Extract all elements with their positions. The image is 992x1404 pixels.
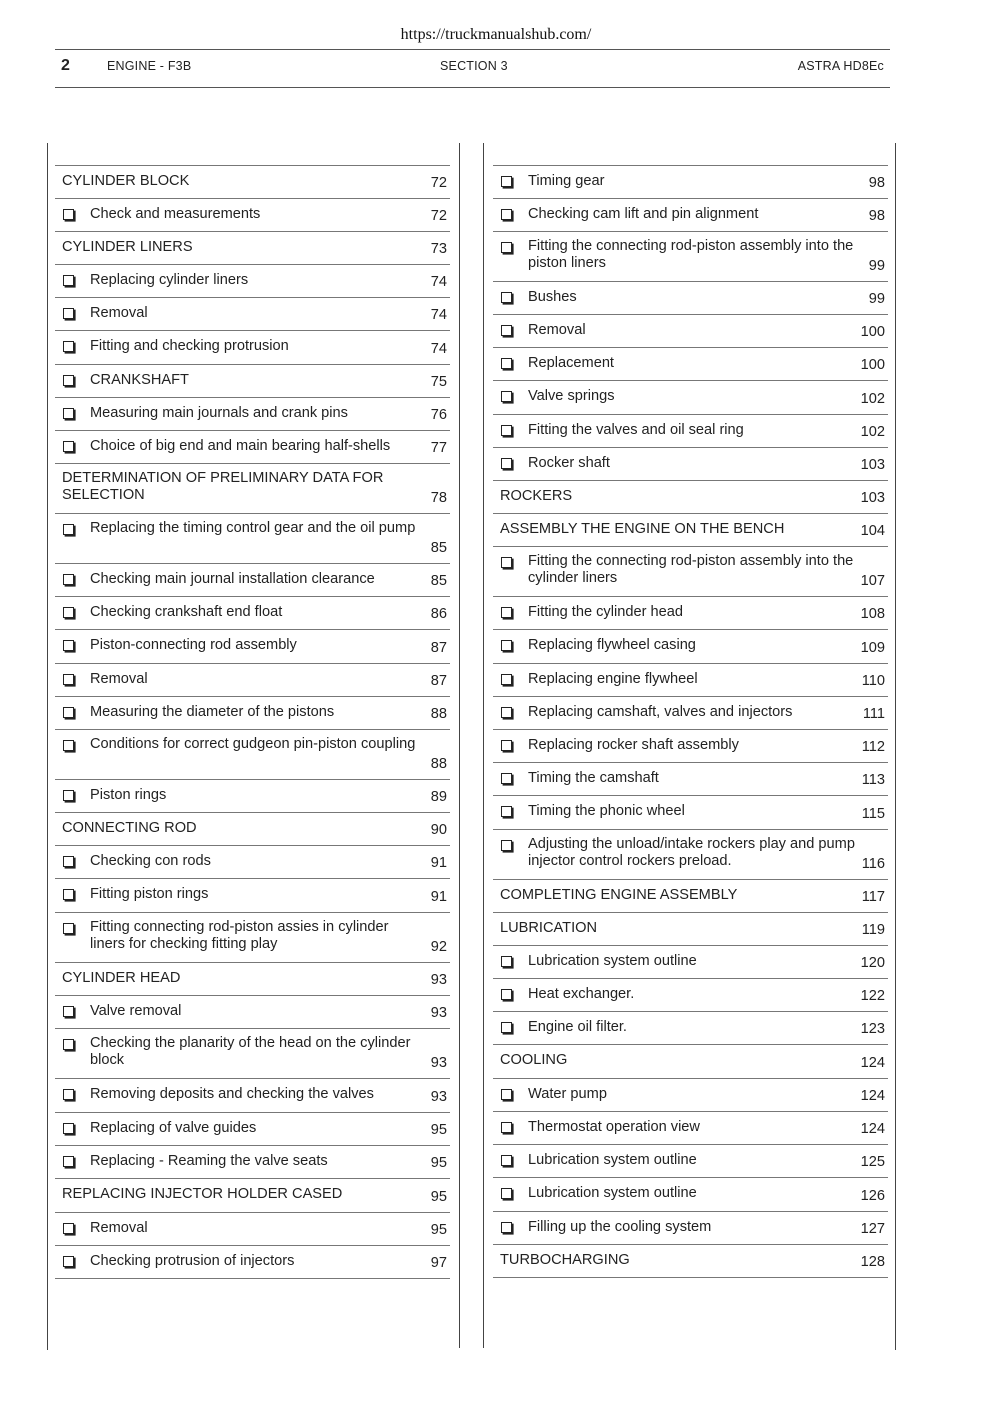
center-rule-left <box>459 143 460 1348</box>
checkbox-bullet-icon <box>501 773 512 784</box>
toc-entry[interactable] <box>55 630 450 664</box>
checkbox-bullet-icon <box>63 790 74 801</box>
toc-entry-page: 87 <box>430 672 447 689</box>
toc-entry-page: 128 <box>860 1253 885 1270</box>
toc-entry[interactable] <box>493 979 888 1012</box>
toc-entry[interactable] <box>55 913 450 963</box>
toc-entry-title: Fitting and checking protrusion <box>90 338 289 354</box>
toc-entry[interactable] <box>493 282 888 315</box>
toc-entry-page: 109 <box>860 639 885 656</box>
toc-entry-title: Removal <box>90 305 148 321</box>
toc-entry-title: Checking con rods <box>90 853 211 869</box>
toc-entry-page: 91 <box>430 888 447 905</box>
toc-entry-title: Bushes <box>528 289 577 305</box>
toc-entry-page: 99 <box>868 290 885 307</box>
toc-entry-page: 122 <box>860 987 885 1004</box>
toc-entry-title: Measuring the diameter of the pistons <box>90 704 335 720</box>
toc-entry-title: Removal <box>90 671 148 687</box>
toc-entry[interactable] <box>55 331 450 365</box>
checkbox-bullet-icon <box>501 956 512 967</box>
toc-entry-page: 72 <box>430 174 447 191</box>
header-section: SECTION 3 <box>440 59 508 73</box>
toc-entry[interactable] <box>493 481 888 514</box>
toc-entry[interactable] <box>55 1179 450 1213</box>
toc-entry[interactable] <box>55 265 450 298</box>
toc-entry-page: 93 <box>430 1054 447 1071</box>
toc-entry-page: 76 <box>430 406 447 423</box>
toc-entry[interactable] <box>55 730 450 780</box>
toc-entry-page: 95 <box>430 1188 447 1205</box>
toc-entry[interactable] <box>493 1112 888 1145</box>
toc-entry-title: Replacing the timing control gear and the oil pump <box>90 520 416 536</box>
toc-entry-page: 117 <box>861 888 885 905</box>
toc-entry-title: Timing the phonic wheel <box>528 803 685 819</box>
toc-entry-title: Replacement <box>528 355 614 371</box>
toc-entry[interactable] <box>55 398 450 431</box>
toc-entry-page: 124 <box>860 1120 885 1137</box>
checkbox-bullet-icon <box>501 425 512 436</box>
toc-entry-title: Lubrication system outline <box>528 1152 697 1168</box>
toc-entry-page: 124 <box>860 1087 885 1104</box>
toc-entry[interactable] <box>493 232 888 282</box>
toc-entry-title: Heat exchanger. <box>528 986 635 1002</box>
toc-entry-page: 74 <box>430 306 447 323</box>
toc-entry-page: 74 <box>430 340 447 357</box>
toc-entry-page: 108 <box>860 605 885 622</box>
checkbox-bullet-icon <box>63 856 74 867</box>
toc-entry-page: 91 <box>430 854 447 871</box>
checkbox-bullet-icon <box>63 524 74 535</box>
toc-entry-page: 124 <box>860 1054 885 1071</box>
toc-entry[interactable] <box>493 697 888 730</box>
toc-entry-title: Replacing of valve guides <box>90 1120 257 1136</box>
toc-entry[interactable] <box>55 963 450 996</box>
toc-entry-title: Replacing flywheel casing <box>528 637 696 653</box>
toc-entry[interactable] <box>493 597 888 630</box>
toc-entry[interactable] <box>493 1178 888 1212</box>
toc-entry-page: 126 <box>860 1187 885 1204</box>
toc-entry-title: Fitting piston rings <box>90 886 209 902</box>
toc-entry-title: Conditions for correct gudgeon pin-piston coupling <box>90 736 416 752</box>
checkbox-bullet-icon <box>501 292 512 303</box>
toc-entry[interactable] <box>493 514 888 547</box>
toc-entry-title: Checking the planarity of the head on the cylinder block <box>90 1035 411 1068</box>
toc-entry[interactable] <box>493 1079 888 1112</box>
header-top-rule <box>55 49 890 50</box>
toc-entry[interactable] <box>493 730 888 763</box>
checkbox-bullet-icon <box>501 557 512 568</box>
toc-entry[interactable] <box>55 664 450 697</box>
toc-left-column <box>55 165 450 1279</box>
toc-entry-title: Adjusting the unload/intake rockers play and pump injector control rockers preload. <box>528 836 855 869</box>
toc-entry-page: 107 <box>860 572 885 589</box>
toc-entry-page: 119 <box>861 921 885 938</box>
toc-entry-title: Rocker shaft <box>528 455 610 471</box>
toc-entry-title: Lubrication system outline <box>528 953 697 969</box>
toc-entry-page: 97 <box>430 1254 447 1271</box>
checkbox-bullet-icon <box>63 640 74 651</box>
toc-entry[interactable] <box>493 1245 888 1278</box>
toc-entry-title: Valve removal <box>90 1003 182 1019</box>
toc-entry-title: DETERMINATION OF PRELIMINARY DATA FOR SELECTION <box>62 470 384 503</box>
toc-entry-page: 95 <box>430 1154 447 1171</box>
checkbox-bullet-icon <box>63 308 74 319</box>
toc-entry-title: Piston-connecting rod assembly <box>90 637 297 653</box>
toc-entry-page: 93 <box>430 1088 447 1105</box>
toc-entry-page: 93 <box>430 971 447 988</box>
toc-entry-title: Replacing cylinder liners <box>90 272 249 288</box>
checkbox-bullet-icon <box>501 1222 512 1233</box>
toc-entry-title: CYLINDER BLOCK <box>62 173 190 189</box>
toc-entry[interactable] <box>55 232 450 265</box>
checkbox-bullet-icon <box>63 1256 74 1267</box>
checkbox-bullet-icon <box>501 209 512 220</box>
checkbox-bullet-icon <box>63 1006 74 1017</box>
checkbox-bullet-icon <box>63 1089 74 1100</box>
checkbox-bullet-icon <box>501 1155 512 1166</box>
toc-entry-page: 110 <box>861 672 885 689</box>
toc-entry[interactable] <box>493 348 888 381</box>
toc-entry[interactable] <box>55 1029 450 1079</box>
toc-entry-page: 102 <box>860 390 885 407</box>
toc-entry-page: 98 <box>868 174 885 191</box>
toc-entry[interactable] <box>55 564 450 597</box>
toc-entry-page: 127 <box>860 1220 885 1237</box>
toc-entry-page: 112 <box>861 738 885 755</box>
toc-entry-page: 95 <box>430 1221 447 1238</box>
right-margin-rule <box>895 143 896 1350</box>
checkbox-bullet-icon <box>63 375 74 386</box>
checkbox-bullet-icon <box>501 674 512 685</box>
page-header <box>55 59 890 77</box>
checkbox-bullet-icon <box>501 1022 512 1033</box>
toc-entry[interactable] <box>493 547 888 597</box>
toc-entry-title: Water pump <box>528 1086 607 1102</box>
page-number: 2 <box>61 57 71 74</box>
toc-entry-title: Fitting the valves and oil seal ring <box>528 422 744 438</box>
checkbox-bullet-icon <box>63 707 74 718</box>
toc-entry-title: Piston rings <box>90 787 167 803</box>
checkbox-bullet-icon <box>63 1223 74 1234</box>
checkbox-bullet-icon <box>63 607 74 618</box>
header-engine: ENGINE - F3B <box>107 59 192 73</box>
toc-entry-title: Checking main journal installation clearance <box>90 571 375 587</box>
toc-entry-title: Replacing - Reaming the valve seats <box>90 1153 328 1169</box>
toc-entry[interactable] <box>55 199 450 232</box>
toc-entry-title: Timing the camshaft <box>528 770 659 786</box>
toc-entry[interactable] <box>55 514 450 564</box>
toc-entry-page: 99 <box>868 257 885 274</box>
toc-entry[interactable] <box>493 796 888 830</box>
checkbox-bullet-icon <box>501 989 512 1000</box>
toc-entry-title: Timing gear <box>528 173 605 189</box>
toc-entry[interactable] <box>493 763 888 796</box>
checkbox-bullet-icon <box>63 209 74 220</box>
toc-entry[interactable] <box>493 830 888 880</box>
toc-entry[interactable] <box>55 431 450 464</box>
checkbox-bullet-icon <box>501 1188 512 1199</box>
header-model: ASTRA HD8Ec <box>797 59 884 73</box>
toc-entry[interactable] <box>493 1212 888 1245</box>
checkbox-bullet-icon <box>501 1122 512 1133</box>
checkbox-bullet-icon <box>501 707 512 718</box>
toc-entry-title: Valve springs <box>528 388 615 404</box>
toc-entry-title: CYLINDER HEAD <box>62 970 181 986</box>
toc-entry[interactable] <box>55 846 450 879</box>
toc-entry[interactable] <box>55 166 450 199</box>
toc-entry-page: 74 <box>430 273 447 290</box>
checkbox-bullet-icon <box>63 341 74 352</box>
toc-entry-title: Lubrication system outline <box>528 1185 697 1201</box>
toc-entry-page: 113 <box>861 771 885 788</box>
toc-entry-page: 88 <box>430 755 447 772</box>
toc-entry[interactable] <box>493 664 888 697</box>
checkbox-bullet-icon <box>63 923 74 934</box>
checkbox-bullet-icon <box>501 458 512 469</box>
source-url[interactable]: https://truckmanualshub.com/ <box>400 26 592 43</box>
toc-entry-page: 75 <box>430 373 447 390</box>
toc-entry-title: Fitting the connecting rod-piston assembly into the cylinder liners <box>528 553 854 586</box>
toc-entry-title: Removal <box>90 1220 148 1236</box>
toc-entry-page: 85 <box>430 572 447 589</box>
toc-entry-page: 100 <box>860 356 885 373</box>
toc-entry-page: 103 <box>860 456 885 473</box>
checkbox-bullet-icon <box>63 1156 74 1167</box>
checkbox-bullet-icon <box>63 1123 74 1134</box>
checkbox-bullet-icon <box>501 325 512 336</box>
toc-entry-page: 90 <box>430 821 447 838</box>
toc-entry-title: Thermostat operation view <box>528 1119 700 1135</box>
toc-entry[interactable] <box>55 813 450 846</box>
toc-entry-page: 125 <box>860 1153 885 1170</box>
toc-entry[interactable] <box>55 464 450 514</box>
toc-entry-title: Checking cam lift and pin alignment <box>528 206 759 222</box>
checkbox-bullet-icon <box>63 275 74 286</box>
toc-entry-title: Choice of big end and main bearing half-shells <box>90 438 391 454</box>
toc-entry-title: COOLING <box>500 1052 568 1068</box>
checkbox-bullet-icon <box>501 176 512 187</box>
toc-entry-page: 98 <box>868 207 885 224</box>
toc-entry[interactable] <box>493 1012 888 1045</box>
toc-entry[interactable] <box>493 630 888 664</box>
toc-entry-page: 120 <box>860 954 885 971</box>
checkbox-bullet-icon <box>501 806 512 817</box>
toc-entry-title: Replacing camshaft, valves and injectors <box>528 704 793 720</box>
toc-entry-title: LUBRICATION <box>500 920 598 936</box>
toc-entry[interactable] <box>493 946 888 979</box>
toc-entry-title: ASSEMBLY THE ENGINE ON THE BENCH <box>500 521 785 537</box>
toc-entry-page: 88 <box>430 705 447 722</box>
checkbox-bullet-icon <box>63 574 74 585</box>
toc-entry-page: 87 <box>430 639 447 656</box>
toc-entry-page: 92 <box>430 938 447 955</box>
toc-entry-page: 93 <box>430 1004 447 1021</box>
toc-entry-title: Measuring main journals and crank pins <box>90 405 348 421</box>
toc-entry-page: 116 <box>861 855 885 872</box>
toc-entry-title: CYLINDER LINERS <box>62 239 193 255</box>
left-margin-rule <box>47 143 48 1350</box>
toc-entry-title: Fitting the cylinder head <box>528 604 683 620</box>
toc-entry[interactable] <box>55 365 450 398</box>
checkbox-bullet-icon <box>63 408 74 419</box>
toc-entry[interactable] <box>55 780 450 813</box>
checkbox-bullet-icon <box>501 607 512 618</box>
toc-entry[interactable] <box>493 166 888 199</box>
toc-entry[interactable] <box>55 697 450 730</box>
toc-right-column <box>493 165 888 1278</box>
toc-entry-title: Check and measurements <box>90 206 261 222</box>
toc-entry-page: 102 <box>860 423 885 440</box>
toc-entry[interactable] <box>55 597 450 630</box>
toc-entry-title: Fitting connecting rod-piston assies in cylinder liners for checking fitting play <box>90 919 389 952</box>
toc-entry[interactable] <box>493 913 888 946</box>
toc-entry-page: 73 <box>430 240 447 257</box>
toc-entry[interactable] <box>493 1045 888 1079</box>
toc-entry-title: Checking crankshaft end float <box>90 604 283 620</box>
toc-entry-title: ROCKERS <box>500 488 573 504</box>
checkbox-bullet-icon <box>63 674 74 685</box>
toc-entry-title: TURBOCHARGING <box>500 1252 630 1268</box>
toc-entry-page: 89 <box>430 788 447 805</box>
toc-entry-title: Fitting the connecting rod-piston assembly into the piston liners <box>528 238 854 271</box>
checkbox-bullet-icon <box>63 740 74 751</box>
toc-entry[interactable] <box>55 996 450 1029</box>
toc-entry-title: Engine oil filter. <box>528 1019 627 1035</box>
toc-entry[interactable] <box>493 381 888 415</box>
checkbox-bullet-icon <box>501 1089 512 1100</box>
checkbox-bullet-icon <box>63 1039 74 1050</box>
toc-entry[interactable] <box>55 1079 450 1113</box>
checkbox-bullet-icon <box>501 740 512 751</box>
toc-entry-page: 78 <box>430 489 447 506</box>
checkbox-bullet-icon <box>501 840 512 851</box>
toc-entry-page: 111 <box>862 705 885 722</box>
toc-entry[interactable] <box>55 298 450 331</box>
toc-entry[interactable] <box>493 415 888 448</box>
toc-entry-page: 86 <box>430 605 447 622</box>
toc-entry-title: REPLACING INJECTOR HOLDER CASED <box>62 1186 343 1202</box>
toc-entry-title: Filling up the cooling system <box>528 1219 712 1235</box>
toc-entry-title: COMPLETING ENGINE ASSEMBLY <box>500 887 738 903</box>
toc-entry[interactable] <box>55 1246 450 1279</box>
checkbox-bullet-icon <box>63 441 74 452</box>
toc-entry-page: 77 <box>430 439 447 456</box>
toc-entry[interactable] <box>55 1213 450 1246</box>
toc-entry[interactable] <box>493 448 888 481</box>
toc-entry-page: 72 <box>430 207 447 224</box>
toc-entry[interactable] <box>55 1113 450 1146</box>
toc-entry[interactable] <box>493 199 888 232</box>
toc-entry-page: 115 <box>861 805 885 822</box>
toc-entry-title: Replacing engine flywheel <box>528 671 698 687</box>
toc-entry[interactable] <box>55 879 450 913</box>
checkbox-bullet-icon <box>501 242 512 253</box>
toc-entry-page: 103 <box>860 489 885 506</box>
toc-entry[interactable] <box>55 1146 450 1179</box>
toc-entry-title: Removal <box>528 322 586 338</box>
toc-entry-page: 95 <box>430 1121 447 1138</box>
center-rule-right <box>483 143 484 1348</box>
toc-entry-title: Checking protrusion of injectors <box>90 1253 295 1269</box>
checkbox-bullet-icon <box>501 391 512 402</box>
checkbox-bullet-icon <box>63 889 74 900</box>
header-bottom-rule <box>55 87 890 88</box>
toc-entry-title: CRANKSHAFT <box>90 372 189 388</box>
toc-entry-title: CONNECTING ROD <box>62 820 197 836</box>
checkbox-bullet-icon <box>501 358 512 369</box>
toc-entry-title: Removing deposits and checking the valves <box>90 1086 374 1102</box>
toc-entry-page: 123 <box>860 1020 885 1037</box>
toc-entry[interactable] <box>493 1145 888 1178</box>
toc-entry-page: 85 <box>430 539 447 556</box>
toc-entry[interactable] <box>493 315 888 348</box>
toc-entry-title: Replacing rocker shaft assembly <box>528 737 739 753</box>
toc-entry-page: 104 <box>860 522 885 539</box>
toc-entry[interactable] <box>493 880 888 913</box>
checkbox-bullet-icon <box>501 640 512 651</box>
toc-entry-page: 100 <box>860 323 885 340</box>
